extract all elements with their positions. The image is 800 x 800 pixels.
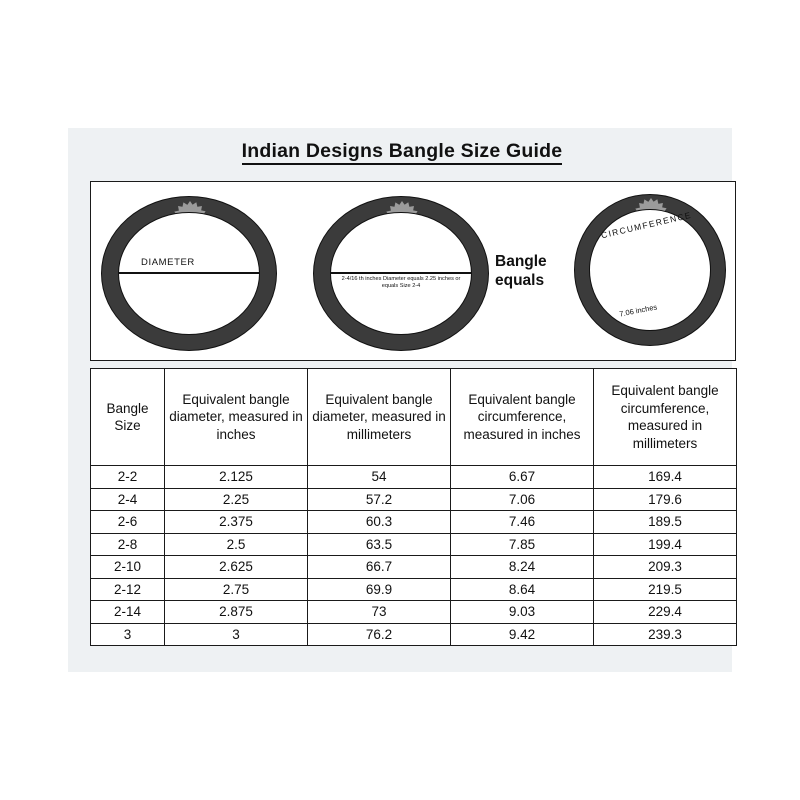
- cell-circumference-inches: 8.24: [451, 556, 594, 579]
- cell-circumference-mm: 189.5: [594, 511, 737, 534]
- page-title: [88, 140, 716, 163]
- cell-bangle-size: 2-2: [91, 466, 165, 489]
- cell-diameter-inches: 2.625: [165, 556, 308, 579]
- diameter-label: DIAMETER: [141, 257, 195, 268]
- diameter-line: [118, 272, 260, 274]
- cell-diameter-mm: 60.3: [308, 511, 451, 534]
- cell-bangle-size: 3: [91, 623, 165, 646]
- bangle-note-label: 2-4/16 th inches Diameter equals 2.25 inches or equals Size 2-4: [341, 276, 461, 289]
- bangle-diagram-note: [313, 196, 489, 351]
- table-header-row: [91, 369, 737, 466]
- cell-circumference-mm: 209.3: [594, 556, 737, 579]
- cell-diameter-inches: 2.5: [165, 533, 308, 556]
- circumference-label: CIRCUMFERENCE: [600, 209, 693, 241]
- cell-circumference-mm: 219.5: [594, 578, 737, 601]
- table-row: [91, 623, 737, 646]
- bangle-size-table: [90, 368, 737, 646]
- cell-circumference-mm: 169.4: [594, 466, 737, 489]
- cell-circumference-mm: 229.4: [594, 601, 737, 624]
- column-header-diameter-millimeters: Equivalent bangle diameter, measured in millimeters: [308, 369, 451, 466]
- cell-circumference-inches: 7.85: [451, 533, 594, 556]
- table-row: [91, 601, 737, 624]
- cell-circumference-inches: 6.67: [451, 466, 594, 489]
- cell-bangle-size: 2-8: [91, 533, 165, 556]
- bangle-equals-label: [495, 252, 575, 290]
- table-row: [91, 511, 737, 534]
- cell-diameter-mm: 66.7: [308, 556, 451, 579]
- page-title-text: Indian Designs Bangle Size Guide: [242, 140, 563, 165]
- diagram-panel: [90, 181, 736, 361]
- cell-diameter-inches: 2.375: [165, 511, 308, 534]
- column-header-circumference-millimeters: Equivalent bangle circumference, measured in millimeters: [594, 369, 737, 466]
- cell-circumference-mm: 199.4: [594, 533, 737, 556]
- cell-diameter-inches: 2.875: [165, 601, 308, 624]
- bangle-diagram-diameter: [101, 196, 277, 351]
- table-row: [91, 556, 737, 579]
- cell-diameter-inches: 2.125: [165, 466, 308, 489]
- column-header-bangle-size: Bangle Size: [91, 369, 165, 466]
- column-header-diameter-inches: Equivalent bangle diameter, measured in inches: [165, 369, 308, 466]
- cell-diameter-mm: 54: [308, 466, 451, 489]
- cell-circumference-inches: 7.46: [451, 511, 594, 534]
- table-row: [91, 533, 737, 556]
- cell-circumference-inches: 7.06: [451, 488, 594, 511]
- cell-diameter-mm: 57.2: [308, 488, 451, 511]
- cell-diameter-inches: 2.75: [165, 578, 308, 601]
- cell-bangle-size: 2-12: [91, 578, 165, 601]
- table-row: [91, 488, 737, 511]
- bangle-equals-line1: Bangle: [495, 253, 547, 270]
- table-row: [91, 578, 737, 601]
- cell-circumference-mm: 179.6: [594, 488, 737, 511]
- cell-diameter-mm: 69.9: [308, 578, 451, 601]
- column-header-circumference-inches: Equivalent bangle circumference, measured in inches: [451, 369, 594, 466]
- cell-diameter-inches: 3: [165, 623, 308, 646]
- circumference-value: 7.06 inches: [618, 302, 658, 319]
- cell-diameter-mm: 63.5: [308, 533, 451, 556]
- bangle-equals-line2: equals: [495, 272, 545, 289]
- bangle-diagram-circumference: [574, 194, 726, 346]
- cell-diameter-inches: 2.25: [165, 488, 308, 511]
- cell-bangle-size: 2-4: [91, 488, 165, 511]
- cell-bangle-size: 2-10: [91, 556, 165, 579]
- cell-bangle-size: 2-6: [91, 511, 165, 534]
- cell-circumference-inches: 9.03: [451, 601, 594, 624]
- cell-circumference-inches: 8.64: [451, 578, 594, 601]
- cell-circumference-mm: 239.3: [594, 623, 737, 646]
- cell-diameter-mm: 76.2: [308, 623, 451, 646]
- cell-bangle-size: 2-14: [91, 601, 165, 624]
- cell-circumference-inches: 9.42: [451, 623, 594, 646]
- diameter-line: [330, 272, 472, 274]
- cell-diameter-mm: 73: [308, 601, 451, 624]
- table-row: [91, 466, 737, 489]
